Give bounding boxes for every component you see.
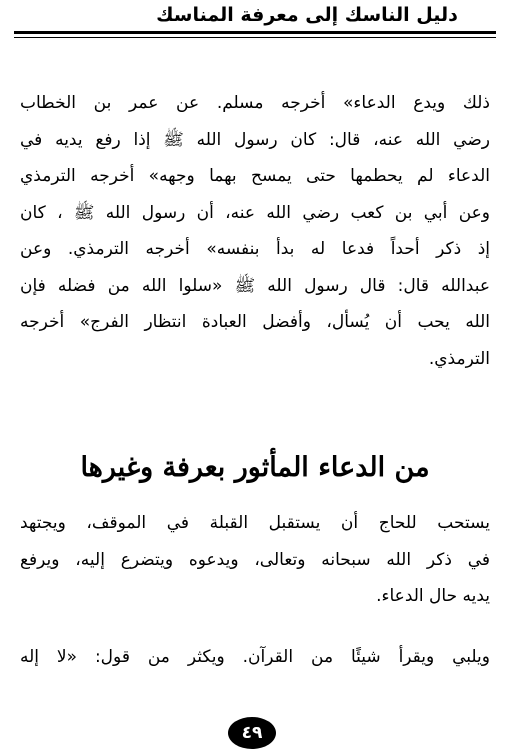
page-number-badge: ٤٩ <box>228 717 276 749</box>
text-line: ذلك ويدع الدعاء» أخرجه مسلم. عن عمر بن الخطاب <box>20 93 490 113</box>
section-heading: من الدعاء المأثور بعرفة وغيرها <box>80 452 430 483</box>
paragraph-hadith-citations <box>20 85 490 377</box>
text-line: الدعاء لم يحطمها حتى يمسح بهما وجهه» أخرجه الترمذي <box>20 166 490 186</box>
running-header-title: دليل الناسك إلى معرفة المناسك <box>156 4 458 26</box>
header-rule-thick <box>14 31 496 34</box>
text-line: الله يحب أن يُسأل، وأفضل العبادة انتظار الفرج» أخرجه <box>20 312 490 332</box>
text-line: الترمذي. <box>428 348 490 369</box>
text-line: عبدالله قال: قال رسول الله ﷺ «سلوا الله من فضله فإن <box>20 275 490 296</box>
header-rule-thin <box>14 37 496 38</box>
text-line: إذ ذكر أحداً فدعا له بدأ بنفسه» أخرجه الترمذي. وعن <box>20 239 490 259</box>
text-line: يديه حال الدعاء. <box>376 586 490 606</box>
text-line: ويلبي ويقرأ شيئًا من القرآن. ويكثر من قول: «لا إله <box>20 647 490 667</box>
paragraph-talbiyah <box>20 639 490 676</box>
text-line: يستحب للحاج أن يستقبل القبلة في الموقف، ويجتهد <box>20 513 490 533</box>
text-line: رضي الله عنه، قال: كان رسول الله ﷺ إذا رفع يديه في <box>20 129 490 150</box>
paragraph-standing-at-arafah <box>20 505 490 615</box>
text-line: وعن أبي بن كعب رضي الله عنه، أن رسول الله ﷺ ، كان <box>20 202 490 223</box>
text-line: في ذكر الله سبحانه وتعالى، ويدعوه ويتضرع إليه، ويرفع <box>20 549 490 570</box>
